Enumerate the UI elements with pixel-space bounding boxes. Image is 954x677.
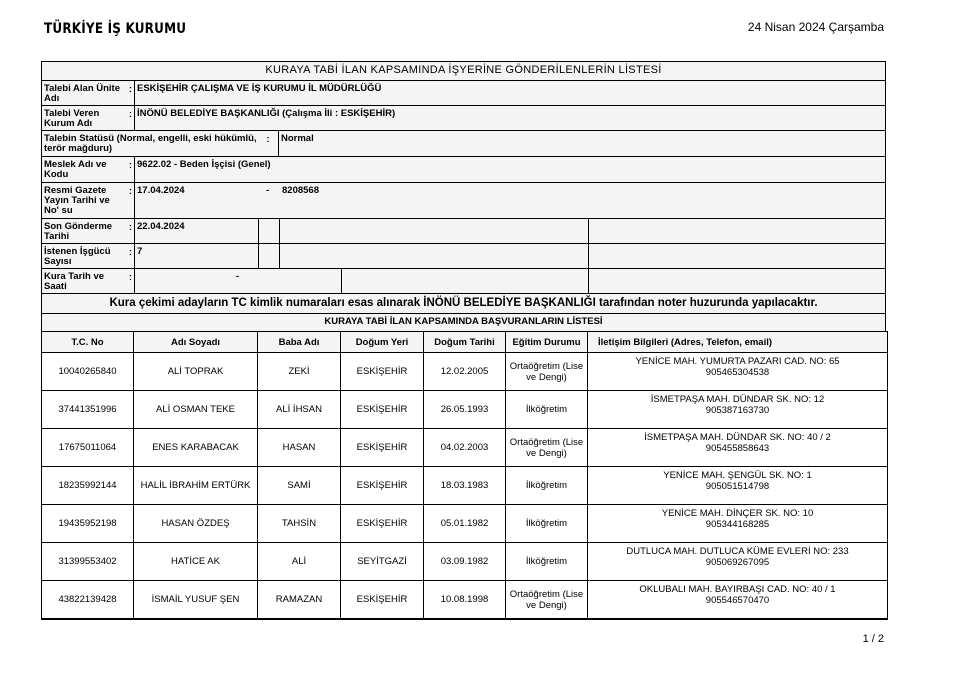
empty-cell	[258, 244, 279, 268]
phone: 905455858643	[705, 443, 770, 454]
education: İlköğretim	[506, 467, 588, 505]
column-header-tc: T.C. No	[42, 332, 134, 353]
full-name: HATİCE AK	[134, 543, 258, 581]
field-value: ESKİŞEHİR ÇALIŞMA VE İŞ KURUMU İL MÜDÜRLÜĞÜ	[134, 81, 885, 105]
contact-info	[588, 353, 888, 391]
table-row	[42, 429, 888, 467]
contact-info	[588, 543, 888, 581]
field-label: Resmi Gazete Yayın Tarihi ve No' su	[44, 185, 110, 216]
birthdate: 26.05.1993	[424, 391, 506, 429]
tc-no: 31399553402	[42, 543, 134, 581]
phone: 905546570470	[705, 595, 770, 606]
column-header-name: Adı Soyadı	[134, 332, 258, 353]
phone: 905465304538	[705, 367, 770, 378]
birthdate: 10.08.1998	[424, 581, 506, 620]
birthplace: ESKİŞEHİR	[341, 581, 424, 620]
field-lottery	[42, 268, 885, 293]
field-value: 7	[134, 244, 258, 268]
field-unit	[42, 80, 885, 105]
birthdate: 03.09.1982	[424, 543, 506, 581]
column-header-education: Eğitim Durumu	[506, 332, 588, 353]
colon: :	[128, 272, 133, 283]
phone: 905387163730	[705, 405, 770, 416]
gazette-separator: -	[266, 185, 270, 196]
field-value: Normal	[278, 131, 885, 156]
gazette-date: 17.04.2024	[134, 183, 264, 218]
notice-row	[42, 293, 885, 313]
applicants-table	[41, 331, 888, 620]
field-occupation	[42, 156, 885, 182]
full-name: ENES KARABACAK	[134, 429, 258, 467]
birthplace: ESKİŞEHİR	[341, 467, 424, 505]
full-name: ALİ TOPRAK	[134, 353, 258, 391]
column-header-contact: İletişim Bilgileri (Adres, Telefon, email)	[588, 332, 888, 353]
father-name: ALİ	[258, 543, 341, 581]
birthplace: ESKİŞEHİR	[341, 353, 424, 391]
table-row	[42, 581, 888, 620]
field-label: Meslek Adı ve Kodu	[44, 159, 107, 180]
colon: :	[128, 109, 133, 120]
birthdate: 12.02.2005	[424, 353, 506, 391]
request-form	[41, 61, 886, 331]
education: Ortaöğretim (Lise ve Dengi)	[506, 353, 588, 391]
tc-no: 10040265840	[42, 353, 134, 391]
address: YENİCE MAH. ŞENGÜL SK. NO: 1	[663, 470, 812, 481]
colon: :	[128, 84, 133, 95]
column-header-father: Baba Adı	[258, 332, 341, 353]
full-name: İSMAİL YUSUF ŞEN	[134, 581, 258, 620]
education: İlköğretim	[506, 505, 588, 543]
field-label: Kura Tarih ve Saati	[44, 271, 105, 292]
field-label: Son Gönderme Tarihi	[44, 221, 113, 242]
education: Ortaöğretim (Lise ve Dengi)	[506, 581, 588, 620]
father-name: HASAN	[258, 429, 341, 467]
list-title: KURAYA TABİ İLAN KAPSAMINDA BAŞVURANLARIN LİSTESİ	[324, 316, 603, 327]
full-name: HALİL İBRAHİM ERTÜRK	[134, 467, 258, 505]
full-name: HASAN ÖZDEŞ	[134, 505, 258, 543]
education: İlköğretim	[506, 391, 588, 429]
empty-cell	[588, 244, 885, 268]
birthdate: 04.02.2003	[424, 429, 506, 467]
tc-no: 18235992144	[42, 467, 134, 505]
form-title-row	[42, 61, 885, 80]
father-name: ALİ İHSAN	[258, 391, 341, 429]
empty-cell	[279, 244, 588, 268]
address: OKLUBALI MAH. BAYIRBAŞI CAD. NO: 40 / 1	[639, 584, 836, 595]
field-institution	[42, 105, 885, 130]
empty-cell	[588, 269, 885, 293]
field-value: 9622.02 - Beden İşçisi (Genel)	[134, 157, 885, 182]
field-workforce	[42, 243, 885, 268]
father-name: ZEKİ	[258, 353, 341, 391]
table-row	[42, 467, 888, 505]
contact-info	[588, 429, 888, 467]
phone: 905069267095	[705, 557, 770, 568]
column-header-birthplace: Doğum Yeri	[341, 332, 424, 353]
table-row	[42, 391, 888, 429]
tc-no: 37441351996	[42, 391, 134, 429]
colon: :	[266, 134, 270, 145]
field-gazette	[42, 182, 885, 218]
contact-info	[588, 581, 888, 620]
field-value: -	[134, 269, 341, 293]
list-title-row	[42, 313, 885, 331]
table-header-row	[42, 332, 888, 353]
field-label: Talebin Statüsü (Normal, engelli, eski hükümlü, terör mağduru)	[44, 133, 257, 154]
contact-info	[588, 505, 888, 543]
lottery-notice: Kura çekimi adayların TC kimlik numaraları esas alınarak İNÖNÜ BELEDİYE BAŞKANLIĞI tarafından noter huzurunda yapılacaktır.	[109, 297, 818, 309]
education: Ortaöğretim (Lise ve Dengi)	[506, 429, 588, 467]
colon: :	[128, 222, 133, 233]
field-deadline	[42, 218, 885, 243]
document-date: 24 Nisan 2024 Çarşamba	[747, 20, 884, 34]
birthdate: 18.03.1983	[424, 467, 506, 505]
contact-info	[588, 391, 888, 429]
field-label: Talebi Veren Kurum Adı	[44, 108, 100, 129]
birthplace: ESKİŞEHİR	[341, 391, 424, 429]
colon: :	[128, 186, 133, 197]
address: İSMETPAŞA MAH. DÜNDAR SK. NO: 40 / 2	[644, 432, 831, 443]
address: YENİCE MAH. DİNÇER SK. NO: 10	[661, 508, 814, 519]
contact-info	[588, 467, 888, 505]
organization-title: TÜRKİYE İŞ KURUMU	[44, 21, 187, 37]
field-label: İstenen İşgücü Sayısı	[44, 246, 111, 267]
address: İSMETPAŞA MAH. DÜNDAR SK. NO: 12	[650, 394, 825, 405]
full-name: ALİ OSMAN TEKE	[134, 391, 258, 429]
gazette-number: 8208568	[282, 185, 319, 196]
father-name: SAMİ	[258, 467, 341, 505]
tc-no: 17675011064	[42, 429, 134, 467]
birthdate: 05.01.1982	[424, 505, 506, 543]
colon: :	[128, 247, 133, 258]
birthplace: ESKİŞEHİR	[341, 429, 424, 467]
phone: 905051514798	[705, 481, 770, 492]
table-row	[42, 505, 888, 543]
address: YENİCE MAH. YUMURTA PAZARI CAD. NO: 65	[635, 356, 840, 367]
empty-cell	[279, 219, 588, 243]
birthplace: SEYİTGAZİ	[341, 543, 424, 581]
empty-cell	[258, 219, 279, 243]
field-label: Talebi Alan Ünite Adı	[44, 83, 121, 104]
column-header-birthdate: Doğum Tarihi	[424, 332, 506, 353]
tc-no: 19435952198	[42, 505, 134, 543]
field-value: 22.04.2024	[134, 219, 258, 243]
father-name: TAHSİN	[258, 505, 341, 543]
birthplace: ESKİŞEHİR	[341, 505, 424, 543]
table-row	[42, 353, 888, 391]
table-row	[42, 543, 888, 581]
education: İlköğretim	[506, 543, 588, 581]
page-number: 1 / 2	[862, 633, 884, 645]
address: DUTLUCA MAH. DUTLUCA KÜME EVLERİ NO: 233	[626, 546, 849, 557]
phone: 905344168285	[705, 519, 770, 530]
colon: :	[128, 160, 133, 171]
father-name: RAMAZAN	[258, 581, 341, 620]
empty-cell	[341, 269, 588, 293]
field-value: İNÖNÜ BELEDİYE BAŞKANLIĞI (Çalışma İli : ESKİŞEHİR)	[134, 106, 885, 130]
field-status	[42, 130, 885, 156]
tc-no: 43822139428	[42, 581, 134, 620]
empty-cell	[588, 219, 885, 243]
form-title: KURAYA TABİ İLAN KAPSAMINDA İŞYERİNE GÖNDERİLENLERİN LİSTESİ	[265, 64, 662, 76]
